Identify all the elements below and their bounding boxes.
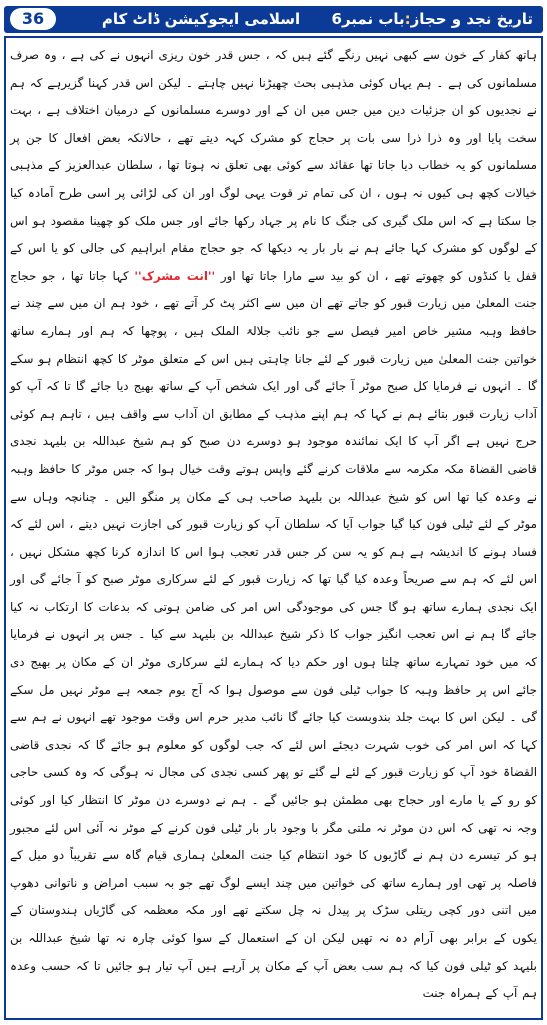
header-title — [102, 6, 533, 33]
text-before-quote: ہاتھ کفار کے خون سے کبھی نہیں رنگے گئے ہیں کہ ، جس قدر خون ریزی انہوں نے کی ہے ، وہ صرف مسلمانوں کی ہے ۔ ہم یہاں کوئی مذہبی بحث چھیڑنا نہیں چاہتے ۔ لیکن اس قدر کہنا گزیرہے کہ ہم نے نجدیوں کو ان جزئیات دین میں جس میں ان کے اور دوسرے مسلمانوں کے درمیان اختلاف ہے ، بہت سخت پایا اور وہ ذرا ذرا سی بات پر حجاج کو مشرک کہہ دیتے تھے ، حالانکہ بعض افعال کا جن پر مسلمانوں کو یہ خطاب دیا جاتا تھا عقائد سے کوئی بھی تعلق نہ ہوتا تھا ، سلطان عبدالعزیز کے مذہبی خیالات کچھ ہی کیوں نہ ہوں ، ان کی تمام تر قوت یہی لوگ اور ان کی لڑائی پر اسی طرح آمادہ کیا جا سکتا ہے کہ اس ملک گیری کی جنگ کا نام پر جہاد رکھا جائے اور جس ملک کو چھینا مقصود ہو اس کے لوگوں کو مشرک کہا جائے ہم نے بار بار یہ دیکھا کہ جو حجاج مقام ابراہیم کی جالی کو یا اس کے قفل یا کنڈوں کو چھوتے تھے ، ان کو بید سے مارا جاتا تھا اور — [10, 48, 537, 283]
site-name: اسلامی ایجوکیشن ڈاٹ کام — [101, 10, 301, 28]
chapter-label: باب نمبر6 — [331, 10, 405, 28]
body-paragraph — [10, 42, 537, 1008]
book-title: تاریخ نجد و حجاز — [410, 10, 533, 28]
text-after-quote: کہا جاتا تھا ، جو حجاج جنت المعلیٰ میں زیارت قبور کو جاتے تھے ان میں سے اکثر پٹ کر آتے تھے ، خود ہم ان میں سے چند نے حافظ وہبہ مشیر خاص امیر فیصل سے جو نائب جلالۃ الملک ہیں ، پوچھا کہ ہم اور ہمارے ساتھ خواتین جنت المعلیٰ میں زیارت قبور کے لئے جانا چاہتی ہیں اس کے متعلق موٹر کا کچھ انتظام ہو سکے گا ۔ انہوں نے فرمایا کل صبح موٹر آ جائے گی اور ایک شخص آپ کے ساتھ بھیج دیا جائے گا تا کہ آپ کو آداب زیارت قبور بتائے ہم نے کہا کہ ہم اپنے مذہب کے مطابق ان آداب سے واقف ہیں ، تاہم ہم کوئی حرج نہیں ہے اگر آپ کا ایک نمائندہ موجود ہو دوسرے دن صبح کو ہم شیخ عبداللہ بن بلیہد نجدی قاضی القضاۃ مکہ مکرمہ سے ملاقات کرنے گئے واپس ہوتے وقت خیال ہوا کہ جس موٹر کا حافظ وہبہ نے وعدہ کیا تھا اس کو شیخ عبداللہ بن بلیہد صاحب ہی کے مکان پر منگو الیں ۔ چنانچہ وہاں سے موٹر کے لئے ٹیلی فون کیا گیا جواب آیا کہ سلطان آپ کو زیارت قبور کی اجازت نہیں دیتے ، اس لئے کہ فساد ہونے کا اندیشہ ہے ہم کو یہ سن کر جس قدر تعجب ہوا اس کا اندازہ کرنا کچھ مشکل نہیں ، اس لئے کہ ہم سے صریحاً وعدہ کیا گیا تھا کہ زیارت قبور کے لئے سرکاری موٹر صبح کو آ جائے گی اور ایک نجدی ہمارے ساتھ ہو گا جس کی موجودگی اس امر کی ضامن ہوتی کہ بدعات کا ارتکاب نہ کیا جائے گا ہم نے اس تعجب انگیز جواب کا ذکر شیخ عبداللہ بن بلیہد سے کیا ۔ جس پر انہوں نے فرمایا کہ میں خود تمہارے ساتھ چلتا ہوں اور حکم دیا کہ ہمارے لئے سرکاری موٹر ان کے مکان پر بھیج دی جائے اس پر حافظ وہبہ کا جواب ٹیلی فون سے موصول ہوا کہ آج یوم جمعہ ہے موٹر نہیں مل سکے گی ۔ لیکن اس کا بہت جلد بندوبست کیا جائے گا نائب مدیر حرم اس وقت موجود تھے انہوں نے ہم سے کہا کہ اس امر کی خوب شہرت دیجئے اس لئے کہ جب لوگوں کو معلوم ہو جائے گا کہ نجدی قاضی القضاۃ خود آپ کو زیارت قبور کے لئے لے گئے تو پھر کسی نجدی کی مجال نہ ہوگی کہ وہ کسی حاجی کو رو کے یا مارے اور حجاج بھی مطمئن ہو جائیں گے ۔ ہم نے دوسرے دن موٹر کا انتظار کیا اور کوئی وجہ نہ تھی کہ اس دن موٹر نہ ملتی مگر با وجود بار بار ٹیلی فون کرنے کے موٹر نہ آئی اس لئے مجبور ہو کر تیسرے دن ہم نے گاڑیوں کا خود انتظام کیا جنت المعلیٰ ہماری قیام گاہ سے تقریباً دو میل کے فاصلہ پر تھی اور ہمارے ساتھ کی خواتین میں چند ایسے لوگ تھے جو بہ سبب امراض و ناتوانی دھوپ میں اتنی دور کچی ریتلی سڑک پر پیدل نہ چل سکتے تھے اور مکہ معظمہ کی گاڑیاں ہندوستان کے یکوں کے برابر بھی آرام دہ نہ تھیں لیکن ان کے استعمال کے سوا کوئی چارہ نہ تھا شیخ عبداللہ بن بلیہد کو ٹیلی فون کیا کہ ہم سب بعض آپ کے مکان پر آرہے ہیں آپ تیار ہو جائیں تا کہ حسب وعدہ ہم آپ کے ہمراہ جنت — [10, 268, 537, 1001]
quote-highlight: ''انت مشرک'' — [134, 268, 216, 283]
body-text — [10, 42, 537, 1008]
title-separator: : — [404, 10, 411, 28]
page-number: 36 — [10, 8, 56, 30]
page-header — [4, 6, 543, 33]
